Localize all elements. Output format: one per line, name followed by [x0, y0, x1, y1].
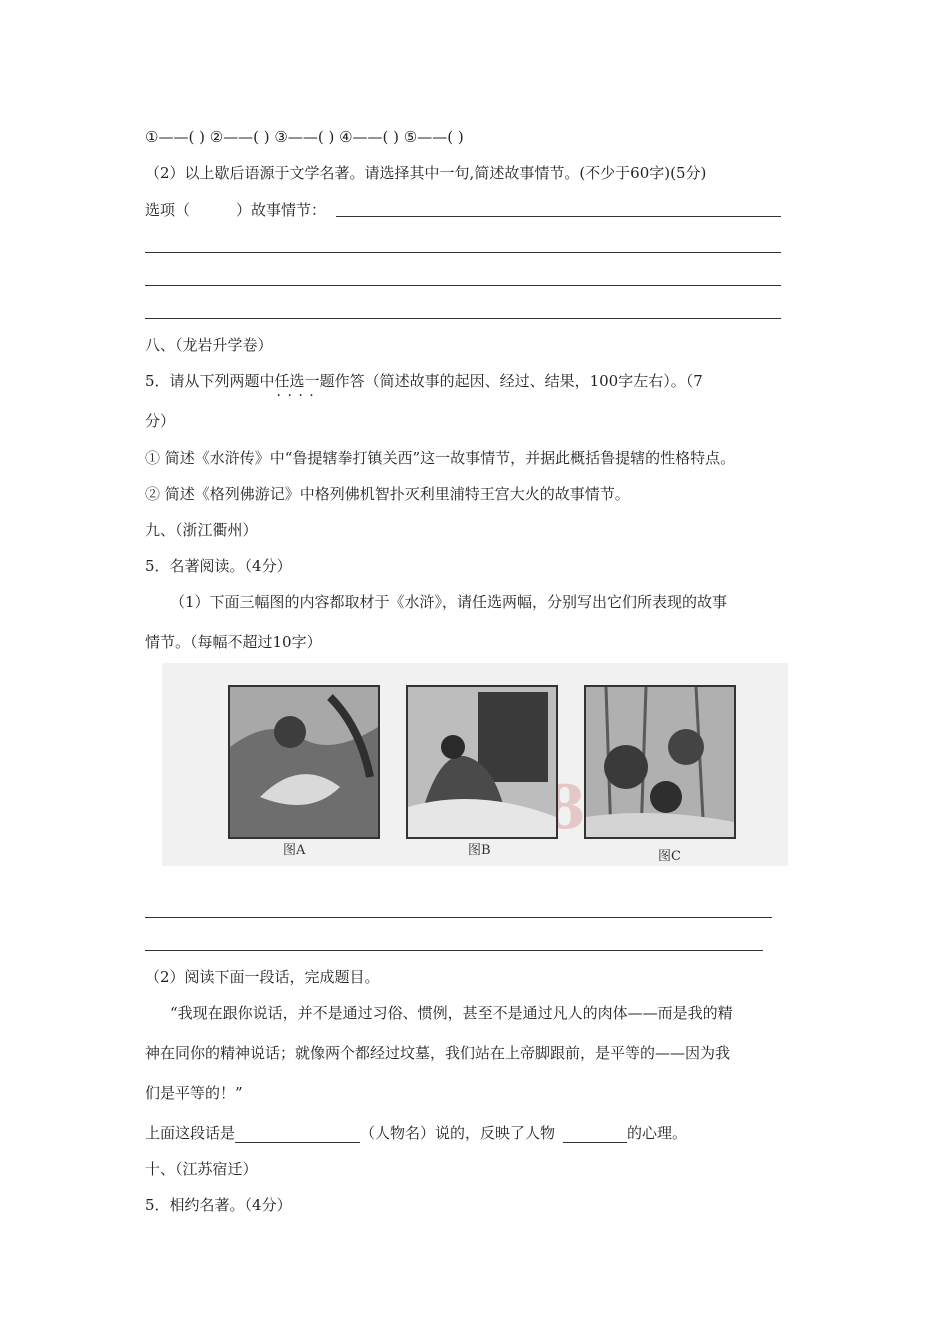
question-1-text-cont: 情节。（每幅不超过10字）	[145, 633, 322, 651]
answer-line[interactable]	[145, 252, 781, 253]
quote-line-1: “我现在跟你说话，并不是通过习俗、惯例，甚至不是通过凡人的肉体——而是我的精	[170, 1004, 733, 1022]
choice-suffix: ）故事情节：	[236, 201, 327, 219]
figure-b-caption: 图B	[468, 843, 491, 858]
answer-line[interactable]	[145, 318, 781, 319]
section-9-title: 九、（浙江衢州）	[145, 521, 258, 539]
figure-a-caption: 图A	[283, 843, 306, 858]
figure-c-caption: 图C	[658, 849, 681, 864]
question-5-instruction: 5．请从下列两题中任选一 · · · ·题作答（简述故事的起因、经过、结果，100字左右）。（7	[145, 371, 703, 391]
answer-line[interactable]	[145, 950, 763, 951]
question-2b-prompt: （2）阅读下面一段话，完成题目。	[145, 968, 380, 986]
question-5-points: 分）	[145, 412, 176, 430]
section-10-title: 十、（江苏宿迁）	[145, 1160, 258, 1178]
question-5-last: 5．相约名著。（4分）	[145, 1196, 292, 1214]
section-8-title: 八、（龙岩升学卷）	[145, 336, 273, 354]
emphasis-dotted: 任选一 · · · ·	[275, 372, 320, 390]
question-2-prompt: （2）以上歇后语源于文学名著。请选择其中一句,简述故事情节。(不少于60字)(5分)	[145, 164, 707, 182]
figure-b-image	[406, 685, 558, 839]
option-2: ② 简述《格列佛游记》中格列佛机智扑灭利里浦特王宫大火的故事情节。	[145, 485, 630, 503]
figure-c-image	[584, 685, 736, 839]
answer-line[interactable]	[145, 285, 781, 286]
question-1-text: （1）下面三幅图的内容都取材于《水浒》，请任选两幅，分别写出它们所表现的故事	[170, 593, 728, 611]
fill-blank-line: 上面这段话是 （人物名）说的，反映了人物 的心理。	[145, 1124, 688, 1142]
choice-line	[145, 200, 326, 220]
answer-options-line: ①——( ) ②——( ) ③——( ) ④——( ) ⑤——( )	[145, 128, 464, 146]
quote-line-3: 们是平等的！”	[145, 1084, 243, 1102]
question-5-reading: 5．名著阅读。（4分）	[145, 557, 292, 575]
quote-line-2: 神在同你的精神说话；就像两个都经过坟墓，我们站在上帝脚跟前，是平等的——因为我	[145, 1044, 731, 1062]
figure-a-image	[228, 685, 380, 839]
answer-line[interactable]	[336, 216, 781, 217]
figure-strip	[162, 663, 788, 866]
choice-prefix: 选项（	[145, 201, 191, 219]
answer-line[interactable]	[145, 917, 772, 918]
option-1: ① 简述《水浒传》中“鲁提辖拳打镇关西”这一故事情节，并据此概括鲁提辖的性格特点。	[145, 449, 736, 467]
character-blank[interactable]	[563, 1126, 627, 1143]
character-name-blank[interactable]	[235, 1126, 360, 1143]
